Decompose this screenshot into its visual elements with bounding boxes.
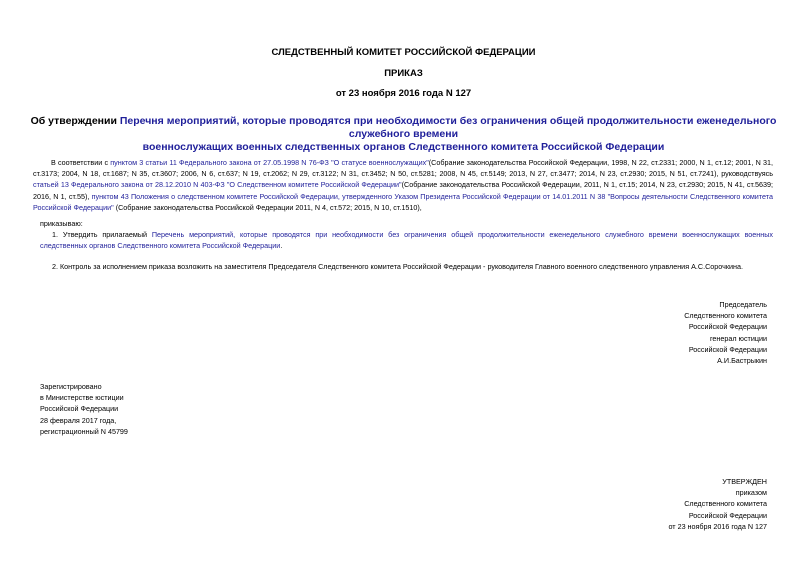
order-item-1 [40,229,773,251]
approval-line: УТВЕРЖДЕН [722,477,767,486]
law-link-403fz[interactable]: статьей 13 Федерального закона от 28.12.2010 N 403-ФЗ "О Следственном комитете Российской Федерации" [33,180,402,190]
item1-text: 1. Утвердить прилагаемый [52,230,152,239]
approval-line: Следственного комитета [684,499,767,509]
item2-text: 2. Контроль за исполнением приказа возложить на заместителя Председателя Следственного комитета Российской Федерации - руководителя Главного военного следственного управления А.С.Сорочкина. [52,262,743,271]
list-link[interactable]: Перечень мероприятий, которые проводятся при необходимости без ограничения общей продолжительности еженедельного служебного времени военнослужащих военных следственных органов Следственного комитета Российской Федерации [40,230,773,251]
registration-block [40,381,128,437]
approval-line: Российской Федерации [688,510,767,520]
approval-line: приказом [735,488,767,498]
committee-heading: СЛЕДСТВЕННЫЙ КОМИТЕТ РОССИЙСКОЙ ФЕДЕРАЦИИ [271,47,536,58]
preamble-text-4: (Собрание законодательства Российской Федерации 2011, N 4, ст.572; 2015, N 10, ст.1510), [113,202,422,212]
signature-line: генерал юстиции [709,333,767,343]
registration-line: Зарегистрировано [40,382,102,391]
law-link-76fz[interactable]: пунктом 3 статьи 11 Федерального закона от 27.05.1998 N 76-ФЗ "О статусе военнослужащих" [110,158,429,167]
preamble-text-1: В соответствии с [51,158,111,167]
order-word: приказываю: [40,219,83,228]
title-link-line2[interactable]: военнослужащих военных следственных органов Следственного комитета Российской Федерации [142,141,665,153]
signature-block [587,299,767,366]
decree-link-38[interactable]: пунктом 43 Положения о следственном комитете Российской Федерации, утвержденного Указом Президента Российской Федерации от 14.01.2011 N 38 "Вопросы деятельности Следственного комитета Российской Федерации" [33,191,773,212]
title-prefix: Об утверждении [30,115,120,127]
signature-line: Председатель [719,300,767,309]
preamble-text-2: (Собрание законодательства Российской Федерации, 1998, N 22, ст.2331; 2000, N 1, ст.12; 2001, N 31, ст.3173; 2004, N 18, ст.1687; N 35, ст.3607; 2006, N 6, ст.637; N 19, ст.2062; N 29, ст.3122; N 31, ст.3452; N 50, ст.5281; 2008, N 45, ст.5149; 2013, N 27, ст.3477; 2014, N 23, ст.2930; 2015, N 51, ст.7241), руководствуясь [33,158,774,179]
registration-line: 28 февраля 2017 года, [40,415,117,425]
item1-end: . [280,241,283,251]
doc-type-heading: ПРИКАЗ [384,68,423,79]
signature-line: Следственного комитета [684,311,767,321]
signature-line: А.И.Бастрыкин [717,356,767,366]
order-item-2 [40,261,780,272]
registration-line: регистрационный N 45799 [40,426,128,436]
date-number: от 23 ноября 2016 года N 127 [335,88,472,99]
signature-line: Российской Федерации [688,322,767,332]
title-link-line1[interactable]: Перечня мероприятий, которые проводятся при необходимости без ограничения общей продолжительности еженедельного служебного времени [119,115,777,140]
registration-line: в Министерстве юстиции [40,393,124,403]
order-title [30,115,777,154]
preamble-text-3: (Собрание законодательства Российской Федерации, 2011, N 1, ст.15; 2014, N 23, ст.2930; 2015, N 41, ст.5639; 2016, N 1, ст.55), [33,180,773,201]
approval-block [567,476,767,532]
preamble-paragraph [33,157,773,213]
registration-line: Российской Федерации [40,404,119,414]
approval-line: от 23 ноября 2016 года N 127 [668,521,767,531]
signature-line: Российской Федерации [688,344,767,354]
